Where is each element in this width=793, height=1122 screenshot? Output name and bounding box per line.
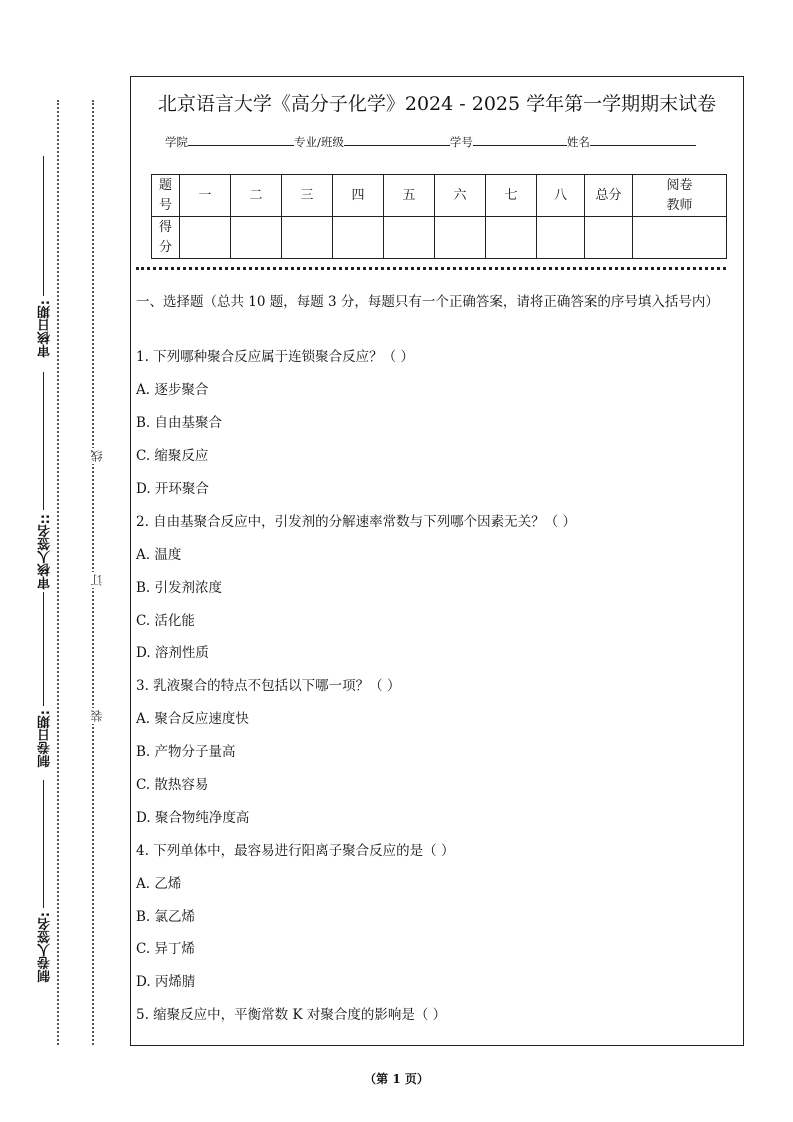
score-cell[interactable]: [486, 217, 537, 259]
compile-date-line: [43, 592, 44, 706]
score-cell[interactable]: [435, 217, 486, 259]
score-table: [151, 174, 727, 259]
student-id-field[interactable]: [473, 133, 567, 146]
score-row-header: 得 分: [152, 217, 180, 259]
binding-char-ding: 订: [90, 574, 104, 586]
col-header-2: 二: [231, 175, 282, 217]
question-number-header: 题 号: [152, 175, 180, 217]
binding-char-xian: 线: [90, 450, 104, 462]
question-3-option-a[interactable]: A. 聚合反应速度快: [136, 711, 249, 727]
question-4-stem: 4. 下列单体中，最容易进行阳离子聚合反应的是（ ）: [136, 843, 455, 859]
review-date-label: 审核日期:: [38, 300, 53, 358]
compiler-sign-label: 制卷人签名:: [38, 912, 53, 983]
section-1-heading: 一、选择题（总共 10 题，每题 3 分，每题只有一个正确答案，请将正确答案的序号填入括号内）: [136, 294, 719, 310]
question-1-option-b[interactable]: B. 自由基聚合: [136, 415, 223, 431]
compile-date-label: 制卷日期:: [38, 710, 53, 768]
col-header-total: 总分: [585, 175, 633, 217]
dotted-separator: [136, 267, 726, 270]
question-4-option-a[interactable]: A. 乙烯: [136, 876, 182, 892]
question-4-option-c[interactable]: C. 异丁烯: [136, 941, 195, 957]
score-table-header-row: [152, 175, 727, 217]
question-2-option-a[interactable]: A. 温度: [136, 547, 182, 563]
score-cell[interactable]: [180, 217, 231, 259]
question-2-option-c[interactable]: C. 活化能: [136, 613, 195, 629]
question-1-option-a[interactable]: A. 逐步聚合: [136, 382, 209, 398]
question-4-option-b[interactable]: B. 氯乙烯: [136, 909, 196, 925]
question-5-stem: 5. 缩聚反应中，平衡常数 K 对聚合度的影响是（ ）: [136, 1007, 447, 1023]
score-cell-total[interactable]: [585, 217, 633, 259]
col-header-8: 八: [537, 175, 585, 217]
score-cell[interactable]: [384, 217, 435, 259]
student-id-label: 学号: [449, 135, 473, 149]
score-cell[interactable]: [282, 217, 333, 259]
name-field[interactable]: [590, 133, 696, 146]
major-field[interactable]: [344, 133, 450, 146]
major-label: 专业/班级: [294, 135, 344, 149]
binding-dotted-line-outer: [57, 100, 59, 1045]
reviewer-sign-label: 审核人签名::: [38, 514, 53, 590]
question-3-option-c[interactable]: C. 散热容易: [136, 777, 209, 793]
col-header-6: 六: [435, 175, 486, 217]
college-label: 学院: [165, 135, 188, 149]
question-2-stem: 2. 自由基聚合反应中，引发剂的分解速率常数与下列哪个因素无关？（ ）: [136, 514, 576, 530]
question-3-option-b[interactable]: B. 产物分子量高: [136, 744, 236, 760]
page-footer: （第 1 页）: [364, 1072, 429, 1086]
col-header-1: 一: [180, 175, 231, 217]
grader-cell[interactable]: [633, 217, 727, 259]
review-date-line: [43, 156, 44, 296]
question-1-option-d[interactable]: D. 开环聚合: [136, 481, 209, 497]
grader-header: 阅卷 教师: [633, 175, 727, 217]
compiler-sign-line: [43, 780, 44, 908]
question-2-option-b[interactable]: B. 引发剂浓度: [136, 580, 223, 596]
student-info-line: [165, 133, 696, 150]
reviewer-sign-line: [43, 372, 44, 510]
col-header-4: 四: [333, 175, 384, 217]
exam-title: 北京语言大学《高分子化学》2024 - 2025 学年第一学期期末试卷: [157, 93, 717, 115]
question-4-option-d[interactable]: D. 丙烯腈: [136, 974, 196, 990]
score-cell[interactable]: [333, 217, 384, 259]
question-1-stem: 1. 下列哪种聚合反应属于连锁聚合反应？（ ）: [136, 349, 414, 365]
col-header-3: 三: [282, 175, 333, 217]
col-header-5: 五: [384, 175, 435, 217]
score-table-score-row: [152, 217, 727, 259]
score-cell[interactable]: [537, 217, 585, 259]
question-2-option-d[interactable]: D. 溶剂性质: [136, 645, 209, 661]
name-label: 姓名: [566, 135, 590, 149]
exam-frame: [130, 76, 744, 1046]
question-3-option-d[interactable]: D. 聚合物纯净度高: [136, 810, 250, 826]
question-1-option-c[interactable]: C. 缩聚反应: [136, 448, 209, 464]
score-cell[interactable]: [231, 217, 282, 259]
binding-char-zhuang: 装: [90, 710, 104, 722]
question-3-stem: 3. 乳液聚合的特点不包括以下哪一项？（ ）: [136, 678, 401, 694]
college-field[interactable]: [188, 133, 294, 146]
col-header-7: 七: [486, 175, 537, 217]
